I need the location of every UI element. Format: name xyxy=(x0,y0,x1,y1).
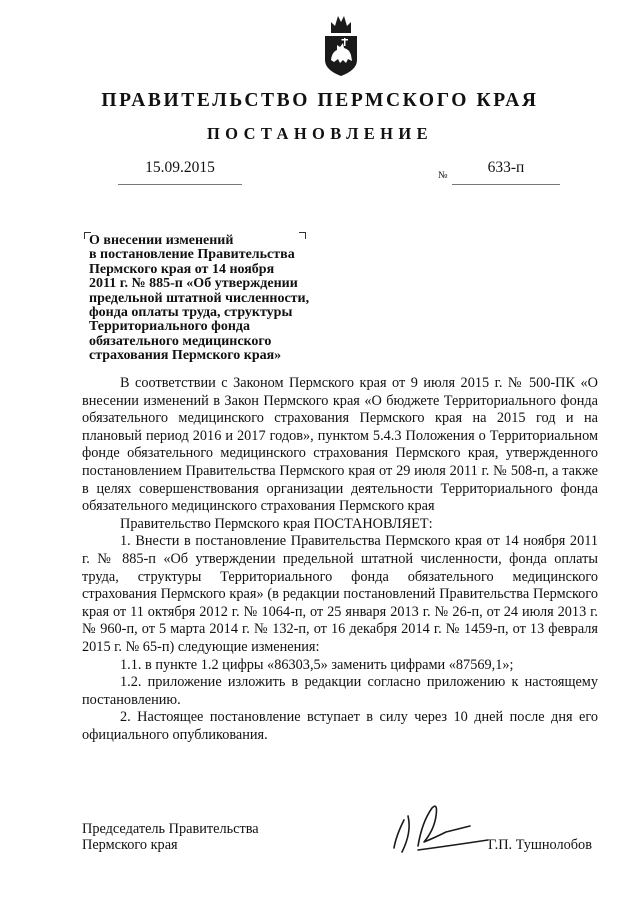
signatory-name: Г.П. Тушнолобов xyxy=(488,837,592,853)
preamble-paragraph: В соответствии с Законом Пермского края от 9 июля 2015 г. № 500-ПК «О внесении изменений в Закон Пермского края «О бюджете Территориального фонда обязательного медицинского страхования Пермского края на 2015 год и на плановый период 2016 и 2017 годов», пунктом 5.4.3 Положения о Территориальном фонде обязательного медицинского страхования Пермского края, утвержденного постановлением Правительства Пермского края от 29 июля 2011 г. № 508-п, а также в целях совершенствования организации деятельности Территориального фонда обязательного медицинского страхования Пермского края xyxy=(82,375,598,515)
document-type: ПОСТАНОВЛЕНИЕ xyxy=(206,124,434,143)
number-sign: № xyxy=(438,170,448,181)
item-2-paragraph: 2. Настоящее постановление вступает в силу через 10 дней после дня его официального опубликования. xyxy=(82,709,598,743)
document-body xyxy=(82,375,598,744)
document-number: 633-п xyxy=(452,159,560,185)
government-title: ПРАВИТЕЛЬСТВО ПЕРМСКОГО КРАЯ xyxy=(101,90,539,111)
signatory-position: Председатель Правительства Пермского края xyxy=(82,821,259,853)
document-date: 15.09.2015 xyxy=(118,159,242,185)
item-1-1-paragraph: 1.1. в пункте 1.2 цифры «86303,5» заменить цифрами «87569,1»; xyxy=(120,656,514,673)
decree-paragraph: Правительство Пермского края ПОСТАНОВЛЯЕТ: xyxy=(120,515,433,532)
item-1-2-paragraph: 1.2. приложение изложить в редакции согласно приложению к настоящему постановлению. xyxy=(82,674,598,708)
document-subject: О внесении изменений в постановление Правительства Пермского края от 14 ноября 2011 г. № 885-п «Об утверждении предельной штатной численности, фонда оплаты труда, структуры Территориального фонда обязательного медицинского страхования Пермского края» xyxy=(89,233,310,364)
coat-of-arms-icon xyxy=(322,10,360,78)
item-1-paragraph: 1. Внести в постановление Правительства Пермского края от 14 ноября 2011 г. № 885-п «Об утверждении предельной штатной численности, фонда оплаты труда, структуры Территориального фонда обязательного медицинского страхования Пермского края» (в редакции постановлений Правительства Пермского края от 11 октября 2012 г. № 1064-п, от 25 января 2013 г. № 26-п, от 24 июля 2013 г. № 960-п, от 5 марта 2014 г. № 132-п, от 16 декабря 2014 г. № 1459-п, от 13 февраля 2015 г. № 65-п) следующие изменения: xyxy=(82,533,598,655)
handwritten-signature xyxy=(388,796,503,858)
